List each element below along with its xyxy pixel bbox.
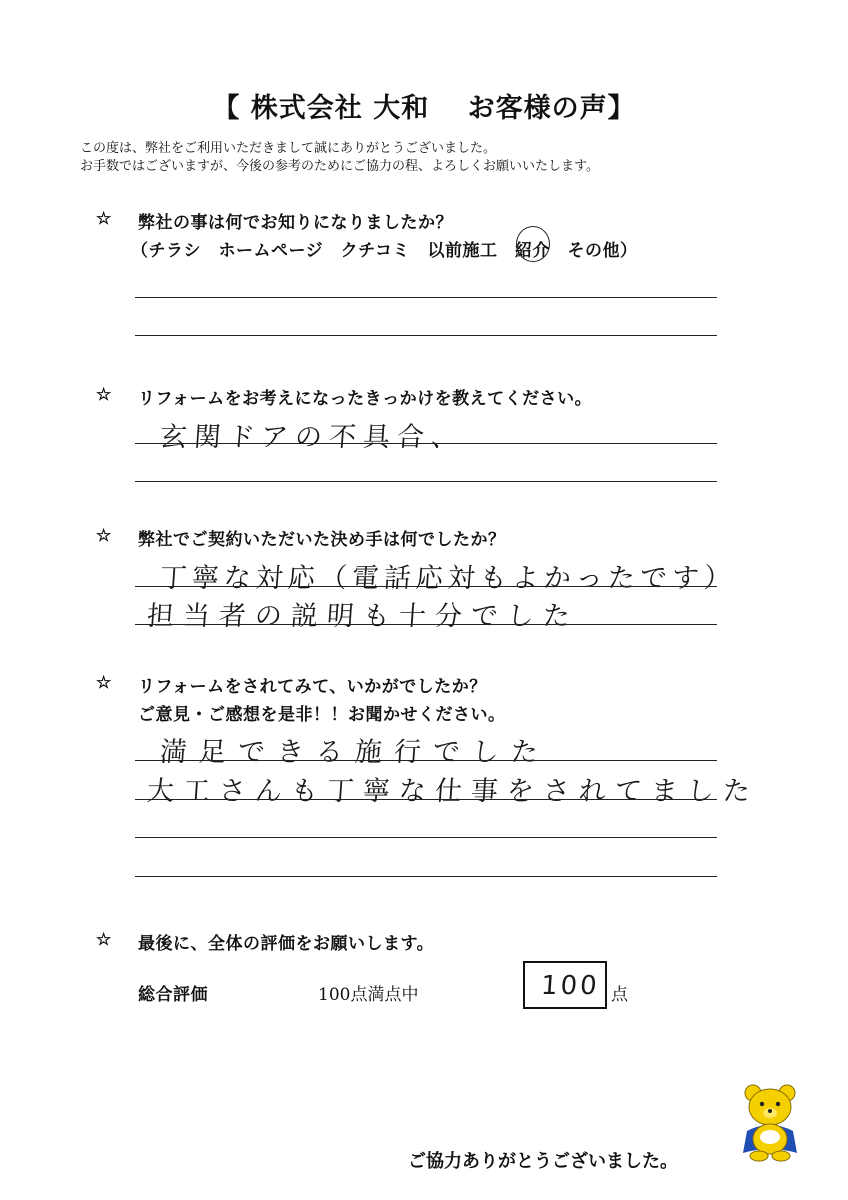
intro-line-2: お手数ではございますが、今後の参考のためにご協力の程、よろしくお願いいたします。 [80, 159, 599, 174]
star-icon: ☆ [96, 526, 112, 546]
bear-mascot-icon [735, 1083, 805, 1163]
question-2: リフォームをお考えになったきっかけを教えてください。 [138, 389, 593, 409]
answer-line [135, 760, 717, 761]
selected-option-circle [516, 226, 550, 262]
answer-3-handwriting-1: 丁寧な対応（電話応対もよかったです） [158, 563, 737, 594]
answer-line [135, 837, 717, 838]
question-1-options: （チラシ ホームページ クチコミ 以前施工 紹介 その他） [131, 241, 638, 261]
star-icon: ☆ [96, 673, 112, 693]
answer-line [135, 443, 717, 444]
answer-line [135, 297, 717, 298]
score-handwriting: 100 [539, 971, 601, 1001]
question-5: 最後に、全体の評価をお願いします。 [138, 934, 435, 954]
question-4-line-1: リフォームをされてみて、いかがでしたか？ [138, 677, 487, 697]
star-icon: ☆ [96, 930, 112, 950]
answer-line [135, 481, 717, 482]
star-icon: ☆ [96, 385, 112, 405]
answer-line [135, 799, 717, 800]
answer-4-handwriting-1: 満足できる施行でした [158, 737, 551, 768]
thanks-message: ご協力ありがとうございました。 [408, 1151, 678, 1172]
star-icon: ☆ [96, 209, 112, 229]
answer-line [135, 586, 717, 587]
page-title: 【 株式会社 大和 お客様の声】 [212, 93, 636, 124]
question-4-line-2: ご意見・ご感想を是非！！お聞かせください。 [138, 705, 506, 725]
answer-4-handwriting-2: 大工さんも丁寧な仕事をされてました [145, 776, 760, 807]
intro-line-1: この度は、弊社をご利用いただきまして誠にありがとうございました。 [80, 141, 497, 156]
answer-2-handwriting: 玄関ドアの不具合、 [158, 422, 467, 453]
rating-scale: 100点満点中 [318, 985, 419, 1005]
answer-line [135, 876, 717, 877]
question-3: 弊社でご契約いただいた決め手は何でしたか？ [138, 530, 506, 550]
overall-rating-label: 総合評価 [138, 985, 208, 1005]
answer-3-handwriting-2: 担当者の説明も十分でした [145, 601, 580, 632]
score-unit: 点 [611, 985, 628, 1005]
question-1: 弊社の事は何でお知りになりましたか？ [138, 213, 453, 233]
answer-line [135, 335, 717, 336]
answer-line [135, 624, 717, 625]
